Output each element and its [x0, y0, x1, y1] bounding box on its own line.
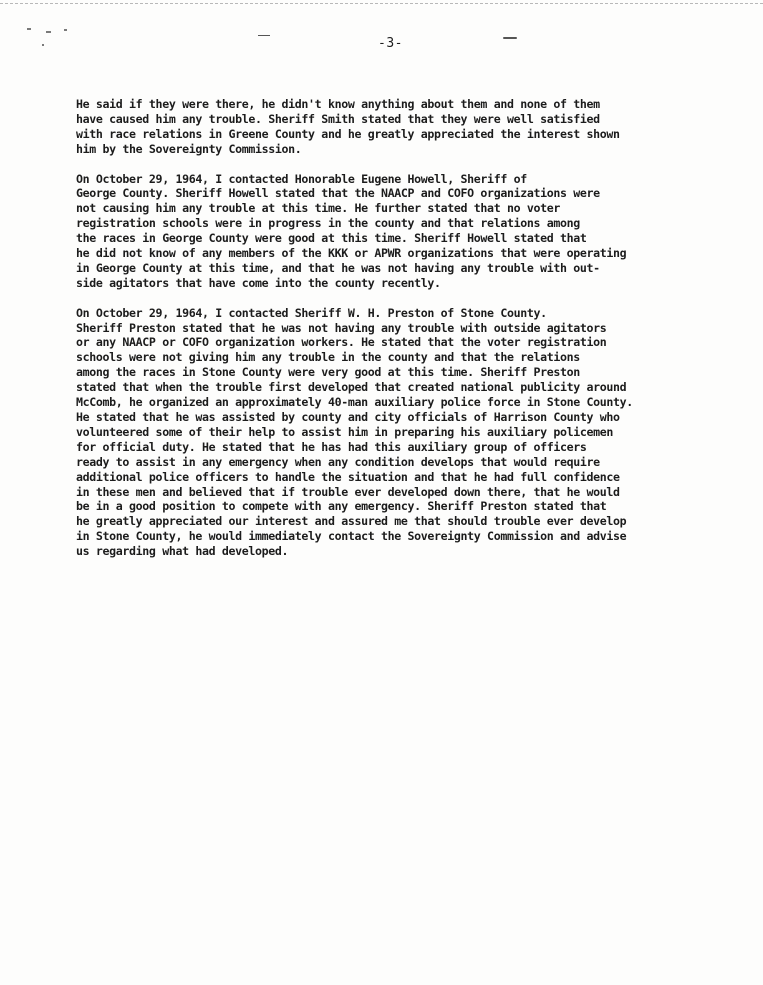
paragraph-george-county: On October 29, 1964, I contacted Honorable Eugene Howell, Sheriff of George County. Sheriff Howell stated that the NAACP and COFO organizations were not causing him any trouble at this time. He further stated that no voter registration schools were in progress in the county and that relations among the races in George County were good at this time. Sheriff Howell stated that he did not know of any members of the KKK or APWR organizations that were operating in George County at this time, and that he was not having any trouble with out- side agitators that have come into the county recently.	[76, 171, 627, 290]
scan-speck	[27, 28, 31, 30]
paragraph-stone-county: On October 29, 1964, I contacted Sheriff W. H. Preston of Stone County. Sheriff Preston stated that he was not having any trouble with outside agitators or any NAACP or COFO organization workers. He stated that the voter registration schools were not giving him any trouble in the county and that the relations among the races in Stone County were very good at this time. Sheriff Preston stated that when the trouble first developed that created national publicity around McComb, he organized an approximately 40-man auxiliary police force in Stone County. He stated that he was assisted by county and city officials of Harrison County who volunteered some of their help to assist him in preparing his auxiliary policemen for official duty. He stated that he has had this auxiliary group of officers ready to assist in any emergency when any condition develops that would require additional police officers to handle the situation and that he had full confidence in these men and believed that if trouble ever developed down there, that he would be in a good position to compete with any emergency. Sheriff Preston stated that he greatly appreciated our interest and assured me that should trouble ever develop in Stone County, he would immediately contact the Sovereignty Commission and advise us regarding what had developed.	[76, 305, 633, 559]
scan-speck	[46, 31, 51, 33]
page-top-edge	[0, 3, 763, 4]
scan-speck	[258, 35, 270, 36]
scan-speck	[503, 37, 517, 39]
paragraph-greene-county: He said if they were there, he didn't know anything about them and none of them have caused him any trouble. Sheriff Smith stated that they were well satisfied with race relations in Greene County and he greatly appreciated the interest shown him by the Sovereignty Commission.	[76, 97, 620, 156]
body-text	[76, 97, 716, 574]
scan-speck	[42, 44, 44, 46]
page-number: -3-	[378, 36, 403, 51]
scan-speck	[64, 29, 67, 31]
